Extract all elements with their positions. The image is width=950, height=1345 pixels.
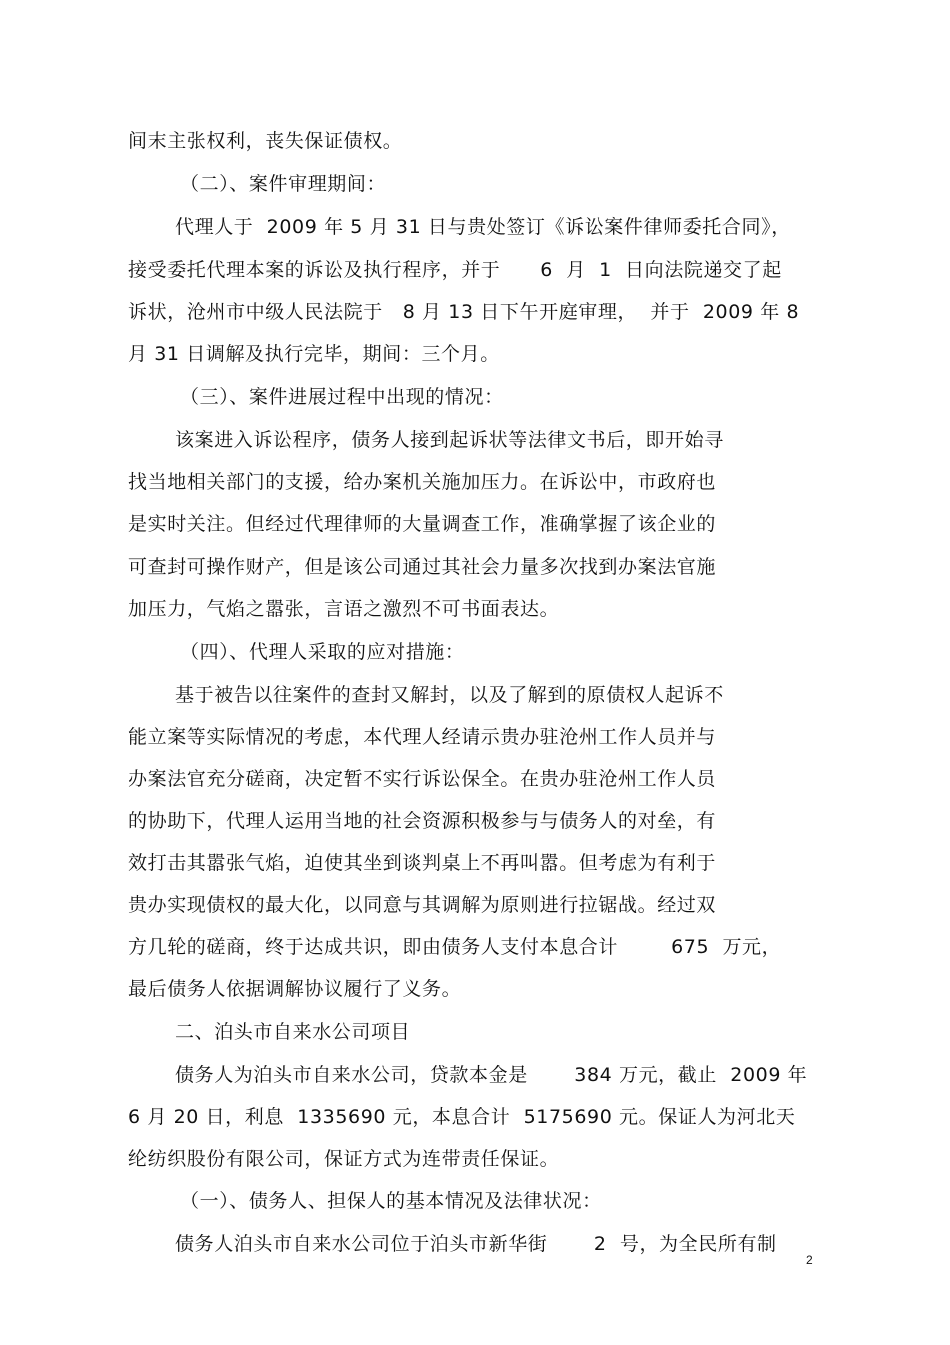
section-heading: （四）、代理人采取的应对措施： bbox=[180, 641, 465, 663]
text-line: 效打击其嚣张气焰，迫使其坐到谈判桌上不再叫嚣。但考虑为有利于 bbox=[128, 852, 717, 874]
text-line: 最后债务人依据调解协议履行了义务。 bbox=[128, 978, 462, 1000]
text-line: 方几轮的磋商，终于达成共识，即由债务人支付本息合计 675 万元， bbox=[128, 936, 782, 958]
text-line: 代理人于 2009 年 5 月 31 日与贵处签订《诉讼案件律师委托合同》， bbox=[175, 216, 791, 238]
text-line: 加压力，气焰之嚣张，言语之激烈不可书面表达。 bbox=[128, 598, 560, 620]
text-line: 诉状，沧州市中级人民法院于 8 月 13 日下午开庭审理， 并于 2009 年 8 bbox=[128, 301, 800, 323]
section-heading: （一）、债务人、担保人的基本情况及法律状况： bbox=[180, 1190, 602, 1212]
text-line: 债务人为泊头市自来水公司，贷款本金是 384 万元，截止 2009 年 bbox=[175, 1064, 808, 1086]
text-line: 是实时关注。但经过代理律师的大量调查工作，准确掌握了该企业的 bbox=[128, 513, 717, 535]
text-line: 接受委托代理本案的诉讼及执行程序，并于 6 月 1 日向法院递交了起 bbox=[128, 259, 782, 281]
text-line: 月 31 日调解及执行完毕，期间：三个月。 bbox=[128, 343, 500, 365]
text-line: 间末主张权利，丧失保证债权。 bbox=[128, 130, 403, 152]
text-line: 债务人泊头市自来水公司位于泊头市新华街 2 号，为全民所有制 bbox=[175, 1233, 777, 1255]
section-heading: （三）、案件进展过程中出现的情况： bbox=[180, 386, 504, 408]
section-heading: 二、泊头市自来水公司项目 bbox=[175, 1021, 411, 1043]
text-line: 基于被告以往案件的查封又解封，以及了解到的原债权人起诉不 bbox=[175, 684, 724, 706]
text-line: 纶纺织股份有限公司，保证方式为连带责任保证。 bbox=[128, 1148, 560, 1170]
text-line: 找当地相关部门的支援，给办案机关施加压力。在诉讼中，市政府也 bbox=[128, 471, 717, 493]
text-line: 的协助下，代理人运用当地的社会资源积极参与与债务人的对垒，有 bbox=[128, 810, 717, 832]
text-line: 办案法官充分磋商，决定暂不实行诉讼保全。在贵办驻沧州工作人员 bbox=[128, 768, 717, 790]
page-number: 2 bbox=[806, 1253, 813, 1267]
text-line: 该案进入诉讼程序，债务人接到起诉状等法律文书后，即开始寻 bbox=[175, 429, 724, 451]
text-line: 可查封可操作财产，但是该公司通过其社会力量多次找到办案法官施 bbox=[128, 556, 717, 578]
text-line: 6 月 20 日，利息 1335690 元，本息合计 5175690 元。保证人为河北天 bbox=[128, 1106, 796, 1128]
text-line: 贵办实现债权的最大化，以同意与其调解为原则进行拉锯战。经过双 bbox=[128, 894, 717, 916]
section-heading: （二）、案件审理期间： bbox=[180, 173, 387, 195]
text-line: 能立案等实际情况的考虑，本代理人经请示贵办驻沧州工作人员并与 bbox=[128, 726, 717, 748]
